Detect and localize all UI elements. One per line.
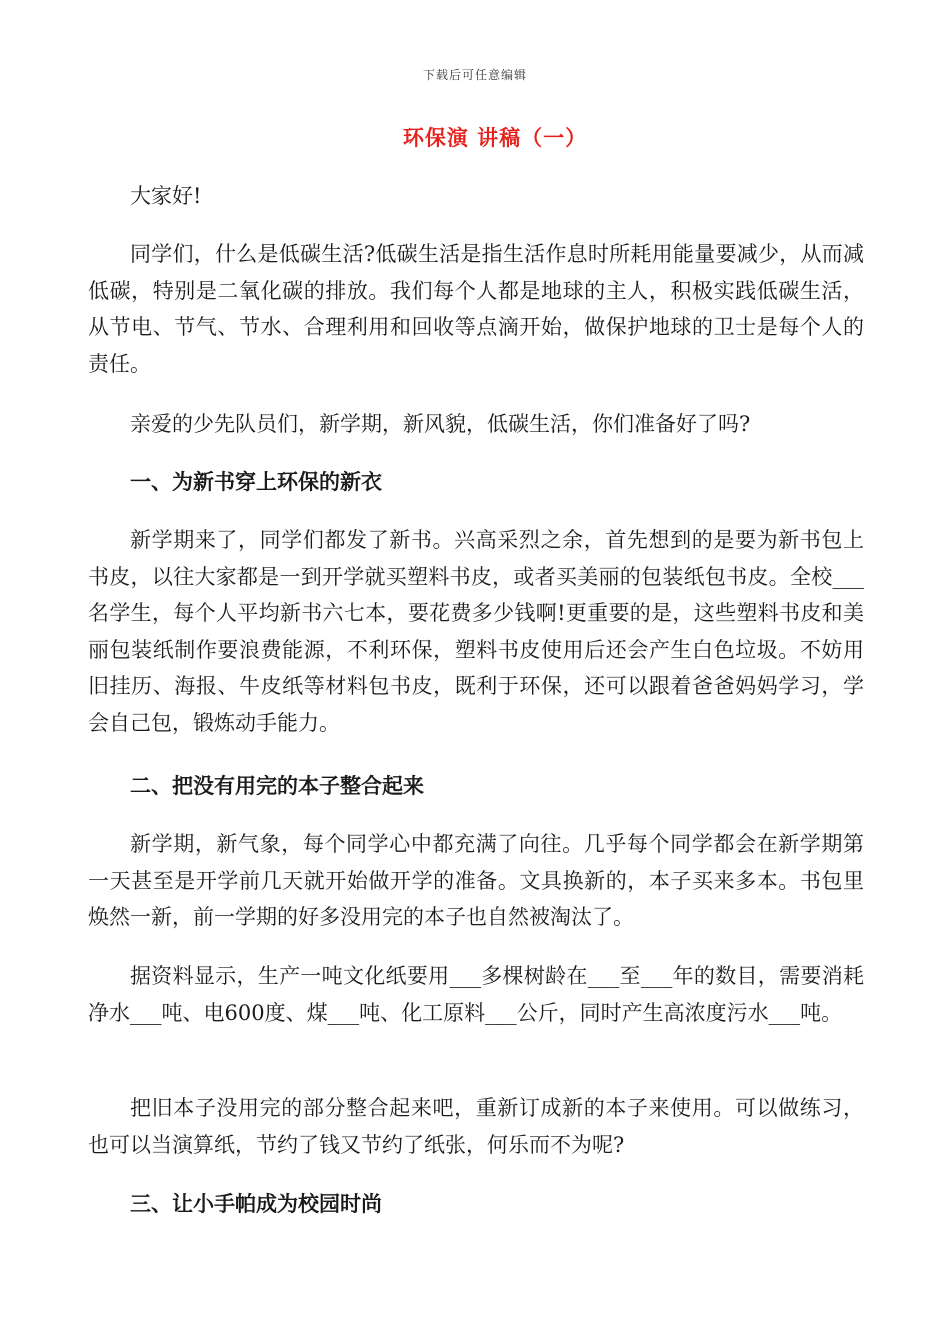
paragraph-reuse-notebooks: 把旧本子没用完的部分整合起来吧，重新订成新的本子来使用。可以做练习，也可以当演算纸，节约了钱又节约了纸张，何乐而不为呢? xyxy=(88,1096,864,1157)
section-heading-3: 三、让小手帕成为校园时尚 xyxy=(130,1191,382,1216)
paragraph-question: 亲爱的少先队员们，新学期，新风貌，低碳生活，你们准备好了吗? xyxy=(130,412,751,436)
header-note: 下载后可任意编辑 xyxy=(422,68,527,82)
greeting: 大家好! xyxy=(130,184,202,208)
section-heading-1: 一、为新书穿上环保的新衣 xyxy=(130,469,382,494)
document-title: 环保演 讲稿（一） xyxy=(402,125,588,150)
paragraph-book-covers: 新学期来了，同学们都发了新书。兴高采烈之余，首先想到的是要为新书包上书皮，以往大家都是一到开学就买塑料书皮，或者买美丽的包装纸包书皮。全校___名学生，每个人平均新书六七本，要花费多少钱啊!更重要的是，这些塑料书皮和美丽包装纸制作要浪费能源，不利环保，塑料书皮使用后还会产生白色垃圾。不妨用旧挂历、海报、牛皮纸等材料包书皮，既利于环保，还可以跟着爸爸妈妈学习，学会自己包，锻炼动手能力。 xyxy=(88,528,864,735)
paragraph-new-semester: 新学期，新气象，每个同学心中都充满了向往。几乎每个同学都会在新学期第一天甚至是开学前几天就开始做开学的准备。文具换新的，本子买来多本。书包里焕然一新，前一学期的好多没用完的本子也自然被淘汰了。 xyxy=(88,832,864,929)
paragraph-intro: 同学们，什么是低碳生活?低碳生活是指生活作息时所耗用能量要减少，从而减低碳，特别是二氧化碳的排放。我们每个人都是地球的主人，积极实践低碳生活，从节电、节气、节水、合理利用和回收等点滴开始，做保护地球的卫士是每个人的责任。 xyxy=(88,242,864,376)
section-heading-2: 二、把没有用完的本子整合起来 xyxy=(130,773,424,798)
paragraph-paper-data: 据资料显示，生产一吨文化纸要用___多棵树龄在___至___年的数目，需要消耗净水___吨、电600度、煤___吨、化工原料___公斤，同时产生高浓度污水___吨。 xyxy=(88,964,864,1025)
